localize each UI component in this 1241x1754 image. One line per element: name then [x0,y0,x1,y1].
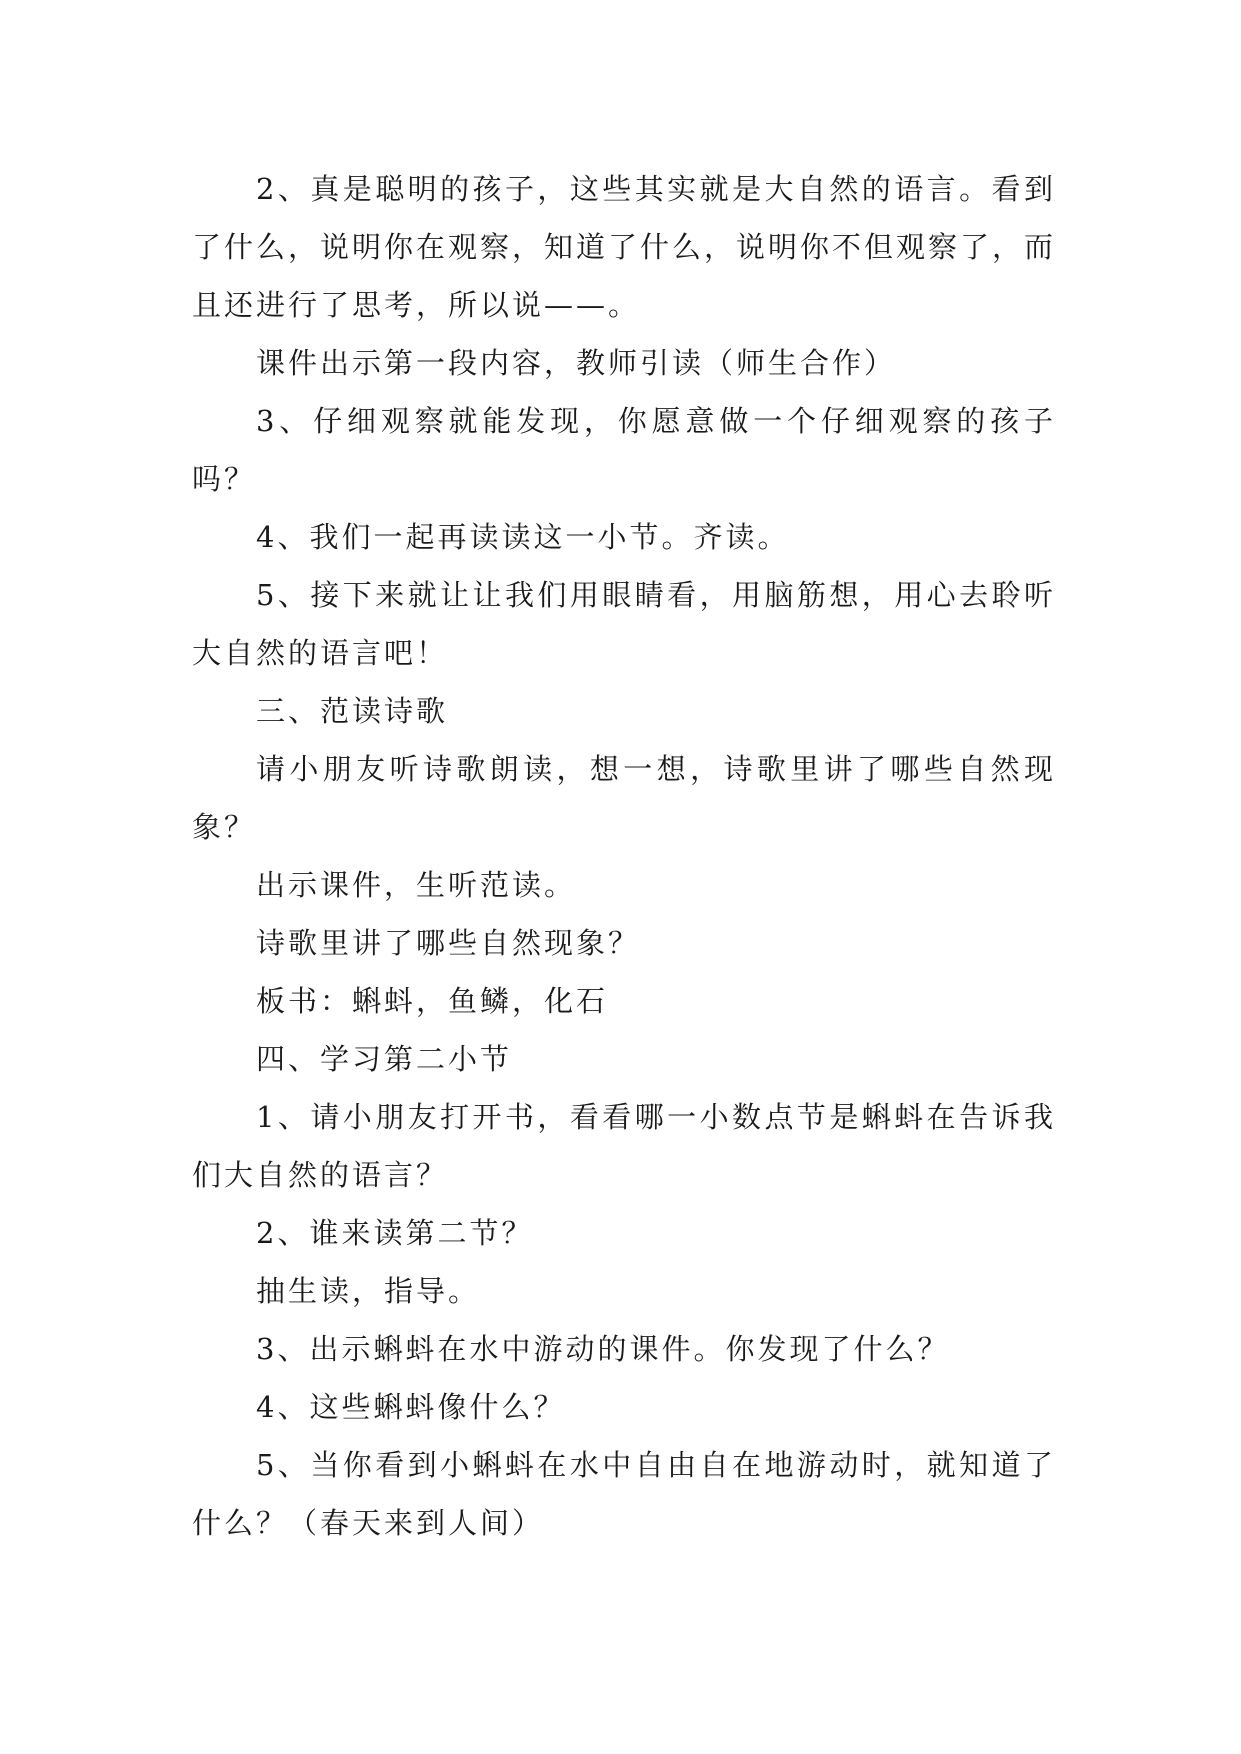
paragraph: 4、这些蝌蚪像什么？ [256,1390,566,1424]
paragraph: 请小朋友听诗歌朗读，想一想，诗歌里讲了哪些自然现象？ [192,752,1056,844]
paragraph: 4、我们一起再读读这一小节。齐读。 [256,520,790,554]
section-heading: 三、范读诗歌 [256,694,449,728]
paragraph: 5、当你看到小蝌蚪在水中自由自在地游动时，就知道了什么？（春天来到人间） [192,1448,1056,1540]
paragraph: 3、出示蝌蚪在水中游动的课件。你发现了什么？ [256,1332,950,1366]
paragraph: 2、真是聪明的孩子，这些其实就是大自然的语言。看到了什么，说明你在观察，知道了什么，说明你不但观察了，而且还进行了思考，所以说——。 [192,172,1057,322]
paragraph: 诗歌里讲了哪些自然现象？ [256,926,641,960]
paragraph: 抽生读，指导。 [256,1274,481,1308]
paragraph: 2、谁来读第二节？ [256,1216,534,1250]
paragraph: 1、请小朋友打开书，看看哪一小数点节是蝌蚪在告诉我们大自然的语言？ [192,1100,1056,1192]
section-heading: 四、学习第二小节 [256,1042,513,1076]
paragraph: 课件出示第一段内容，教师引读（师生合作） [256,346,897,380]
paragraph: 5、接下来就让让我们用眼睛看，用脑筋想，用心去聆听大自然的语言吧！ [192,578,1056,670]
document-body [192,160,1056,1552]
paragraph: 板书：蝌蚪，鱼鳞，化石 [256,984,609,1018]
paragraph: 出示课件，生听范读。 [256,868,577,902]
paragraph: 3、仔细观察就能发现，你愿意做一个仔细观察的孩子吗？ [192,404,1056,496]
